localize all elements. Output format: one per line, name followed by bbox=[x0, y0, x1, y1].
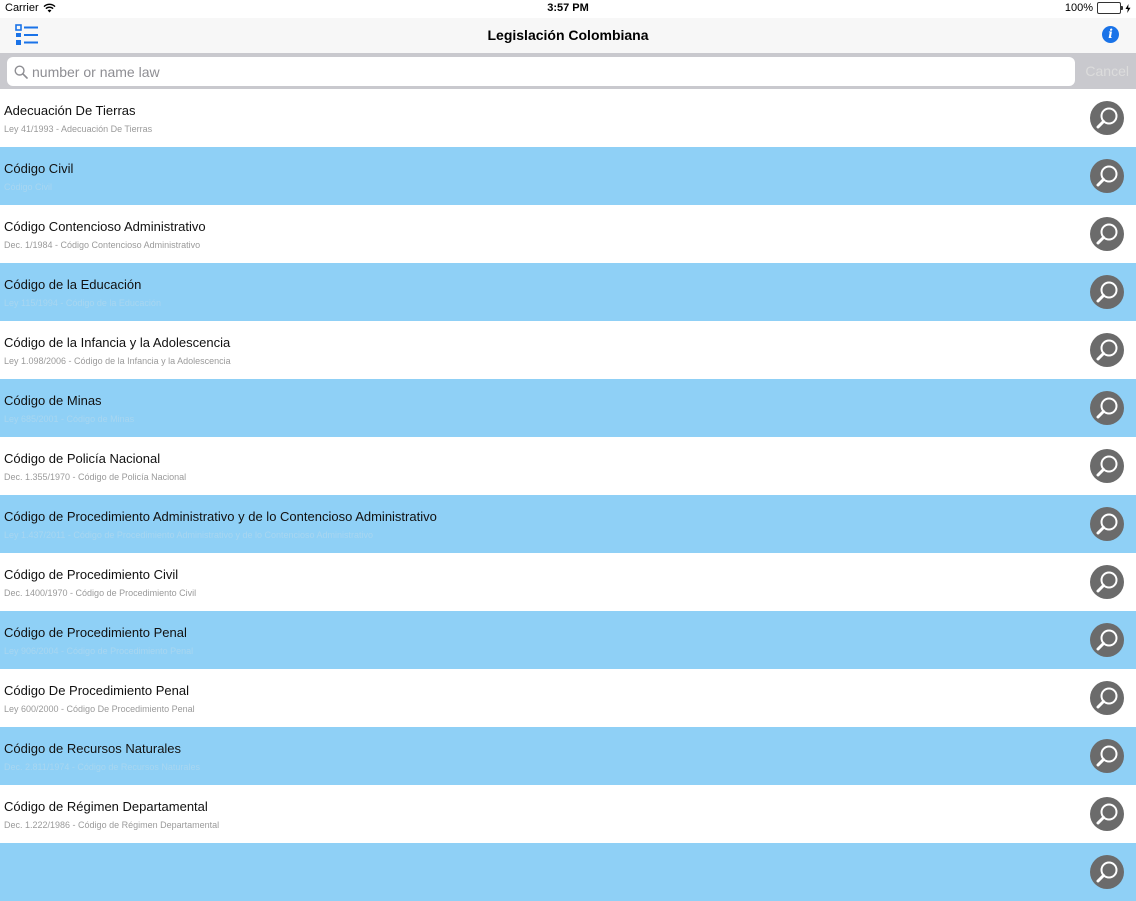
law-subtitle: Dec. 2.811/1974 - Código de Recursos Naturales bbox=[4, 762, 200, 772]
magnifier-icon bbox=[1090, 623, 1124, 657]
magnifier-icon bbox=[1090, 739, 1124, 773]
list-item[interactable] bbox=[0, 379, 1136, 437]
law-title: Código de Procedimiento Civil bbox=[4, 567, 179, 582]
law-search-button[interactable] bbox=[1090, 217, 1124, 251]
law-subtitle: Ley 685/2001 - Código de Minas bbox=[4, 414, 135, 424]
search-bar bbox=[0, 53, 1136, 89]
status-time: 3:57 PM bbox=[547, 2, 589, 14]
magnifier-icon bbox=[1090, 159, 1124, 193]
info-icon[interactable]: i bbox=[1102, 26, 1119, 43]
list-item[interactable] bbox=[0, 495, 1136, 553]
law-subtitle: Dec. 1.355/1970 - Código de Policía Nacional bbox=[4, 472, 187, 482]
list-item[interactable] bbox=[0, 147, 1136, 205]
list-item[interactable] bbox=[0, 785, 1136, 843]
charging-icon bbox=[1125, 4, 1131, 13]
law-search-button[interactable] bbox=[1090, 797, 1124, 831]
search-icon bbox=[14, 65, 28, 79]
law-search-button[interactable] bbox=[1090, 275, 1124, 309]
magnifier-icon bbox=[1090, 681, 1124, 715]
nav-bar bbox=[0, 18, 1136, 54]
magnifier-icon bbox=[1090, 855, 1124, 889]
search-field[interactable] bbox=[7, 57, 1075, 86]
law-search-button[interactable] bbox=[1090, 565, 1124, 599]
magnifier-icon bbox=[1090, 797, 1124, 831]
list-item[interactable] bbox=[0, 727, 1136, 785]
law-title: Código Contencioso Administrativo bbox=[4, 219, 206, 234]
law-title: Código de la Educación bbox=[4, 277, 142, 292]
magnifier-icon bbox=[1090, 507, 1124, 541]
magnifier-icon bbox=[1090, 101, 1124, 135]
law-search-button[interactable] bbox=[1090, 333, 1124, 367]
magnifier-icon bbox=[1090, 333, 1124, 367]
carrier-label: Carrier bbox=[5, 2, 39, 14]
law-subtitle: Dec. 1.222/1986 - Código de Régimen Departamental bbox=[4, 820, 220, 830]
list-item[interactable] bbox=[0, 553, 1136, 611]
law-title: Código de Policía Nacional bbox=[4, 451, 161, 466]
law-search-button[interactable] bbox=[1090, 101, 1124, 135]
law-subtitle: Ley 115/1994 - Código de la Educación bbox=[4, 298, 161, 308]
law-subtitle: Ley 1.098/2006 - Código de la Infancia y la Adolescencia bbox=[4, 356, 231, 366]
list-item[interactable] bbox=[0, 205, 1136, 263]
law-subtitle: Ley 906/2004 - Código de Procedimiento Penal bbox=[4, 646, 194, 656]
list-item[interactable] bbox=[0, 89, 1136, 147]
battery-icon bbox=[1097, 2, 1121, 14]
law-search-button[interactable] bbox=[1090, 449, 1124, 483]
magnifier-icon bbox=[1090, 391, 1124, 425]
list-item[interactable] bbox=[0, 669, 1136, 727]
law-list bbox=[0, 89, 1136, 901]
law-search-button[interactable] bbox=[1090, 391, 1124, 425]
law-title: Código de Minas bbox=[4, 393, 102, 408]
status-right bbox=[1065, 2, 1131, 14]
law-subtitle: Dec. 1400/1970 - Código de Procedimiento Civil bbox=[4, 588, 197, 598]
law-subtitle: Ley 600/2000 - Código De Procedimiento Penal bbox=[4, 704, 195, 714]
law-search-button[interactable] bbox=[1090, 159, 1124, 193]
cancel-button[interactable]: Cancel bbox=[1085, 63, 1129, 79]
list-item[interactable] bbox=[0, 263, 1136, 321]
law-subtitle: Ley 41/1993 - Adecuación De Tierras bbox=[4, 124, 153, 134]
law-title: Código de Procedimiento Penal bbox=[4, 625, 187, 640]
page-title: Legislación Colombiana bbox=[487, 27, 649, 43]
magnifier-icon bbox=[1090, 275, 1124, 309]
law-search-button[interactable] bbox=[1090, 507, 1124, 541]
law-search-button[interactable] bbox=[1090, 855, 1124, 889]
law-title: Código de Recursos Naturales bbox=[4, 741, 182, 756]
law-title: Código de Régimen Departamental bbox=[4, 799, 208, 814]
law-title: Código De Procedimiento Penal bbox=[4, 683, 189, 698]
law-search-button[interactable] bbox=[1090, 623, 1124, 657]
magnifier-icon bbox=[1090, 449, 1124, 483]
law-search-button[interactable] bbox=[1090, 681, 1124, 715]
law-subtitle: Ley 1.437/2011 - Código de Procedimiento Administrativo y de lo Contencioso Administrativo bbox=[4, 530, 374, 540]
list-item[interactable] bbox=[0, 321, 1136, 379]
magnifier-icon bbox=[1090, 217, 1124, 251]
list-item[interactable] bbox=[0, 437, 1136, 495]
law-title: Código de la Infancia y la Adolescencia bbox=[4, 335, 231, 350]
law-title: Código Civil bbox=[4, 161, 74, 176]
law-title: Adecuación De Tierras bbox=[4, 103, 136, 118]
search-input[interactable] bbox=[32, 64, 1052, 80]
law-subtitle: Dec. 1/1984 - Código Contencioso Administrativo bbox=[4, 240, 201, 250]
list-item[interactable] bbox=[0, 611, 1136, 669]
magnifier-icon bbox=[1090, 565, 1124, 599]
law-search-button[interactable] bbox=[1090, 739, 1124, 773]
battery-percent: 100% bbox=[1064, 2, 1093, 14]
law-title: Código de Procedimiento Administrativo y de lo Contencioso Administrativo bbox=[4, 509, 437, 524]
status-bar bbox=[0, 0, 1136, 18]
law-subtitle: Código Civil bbox=[4, 182, 53, 192]
